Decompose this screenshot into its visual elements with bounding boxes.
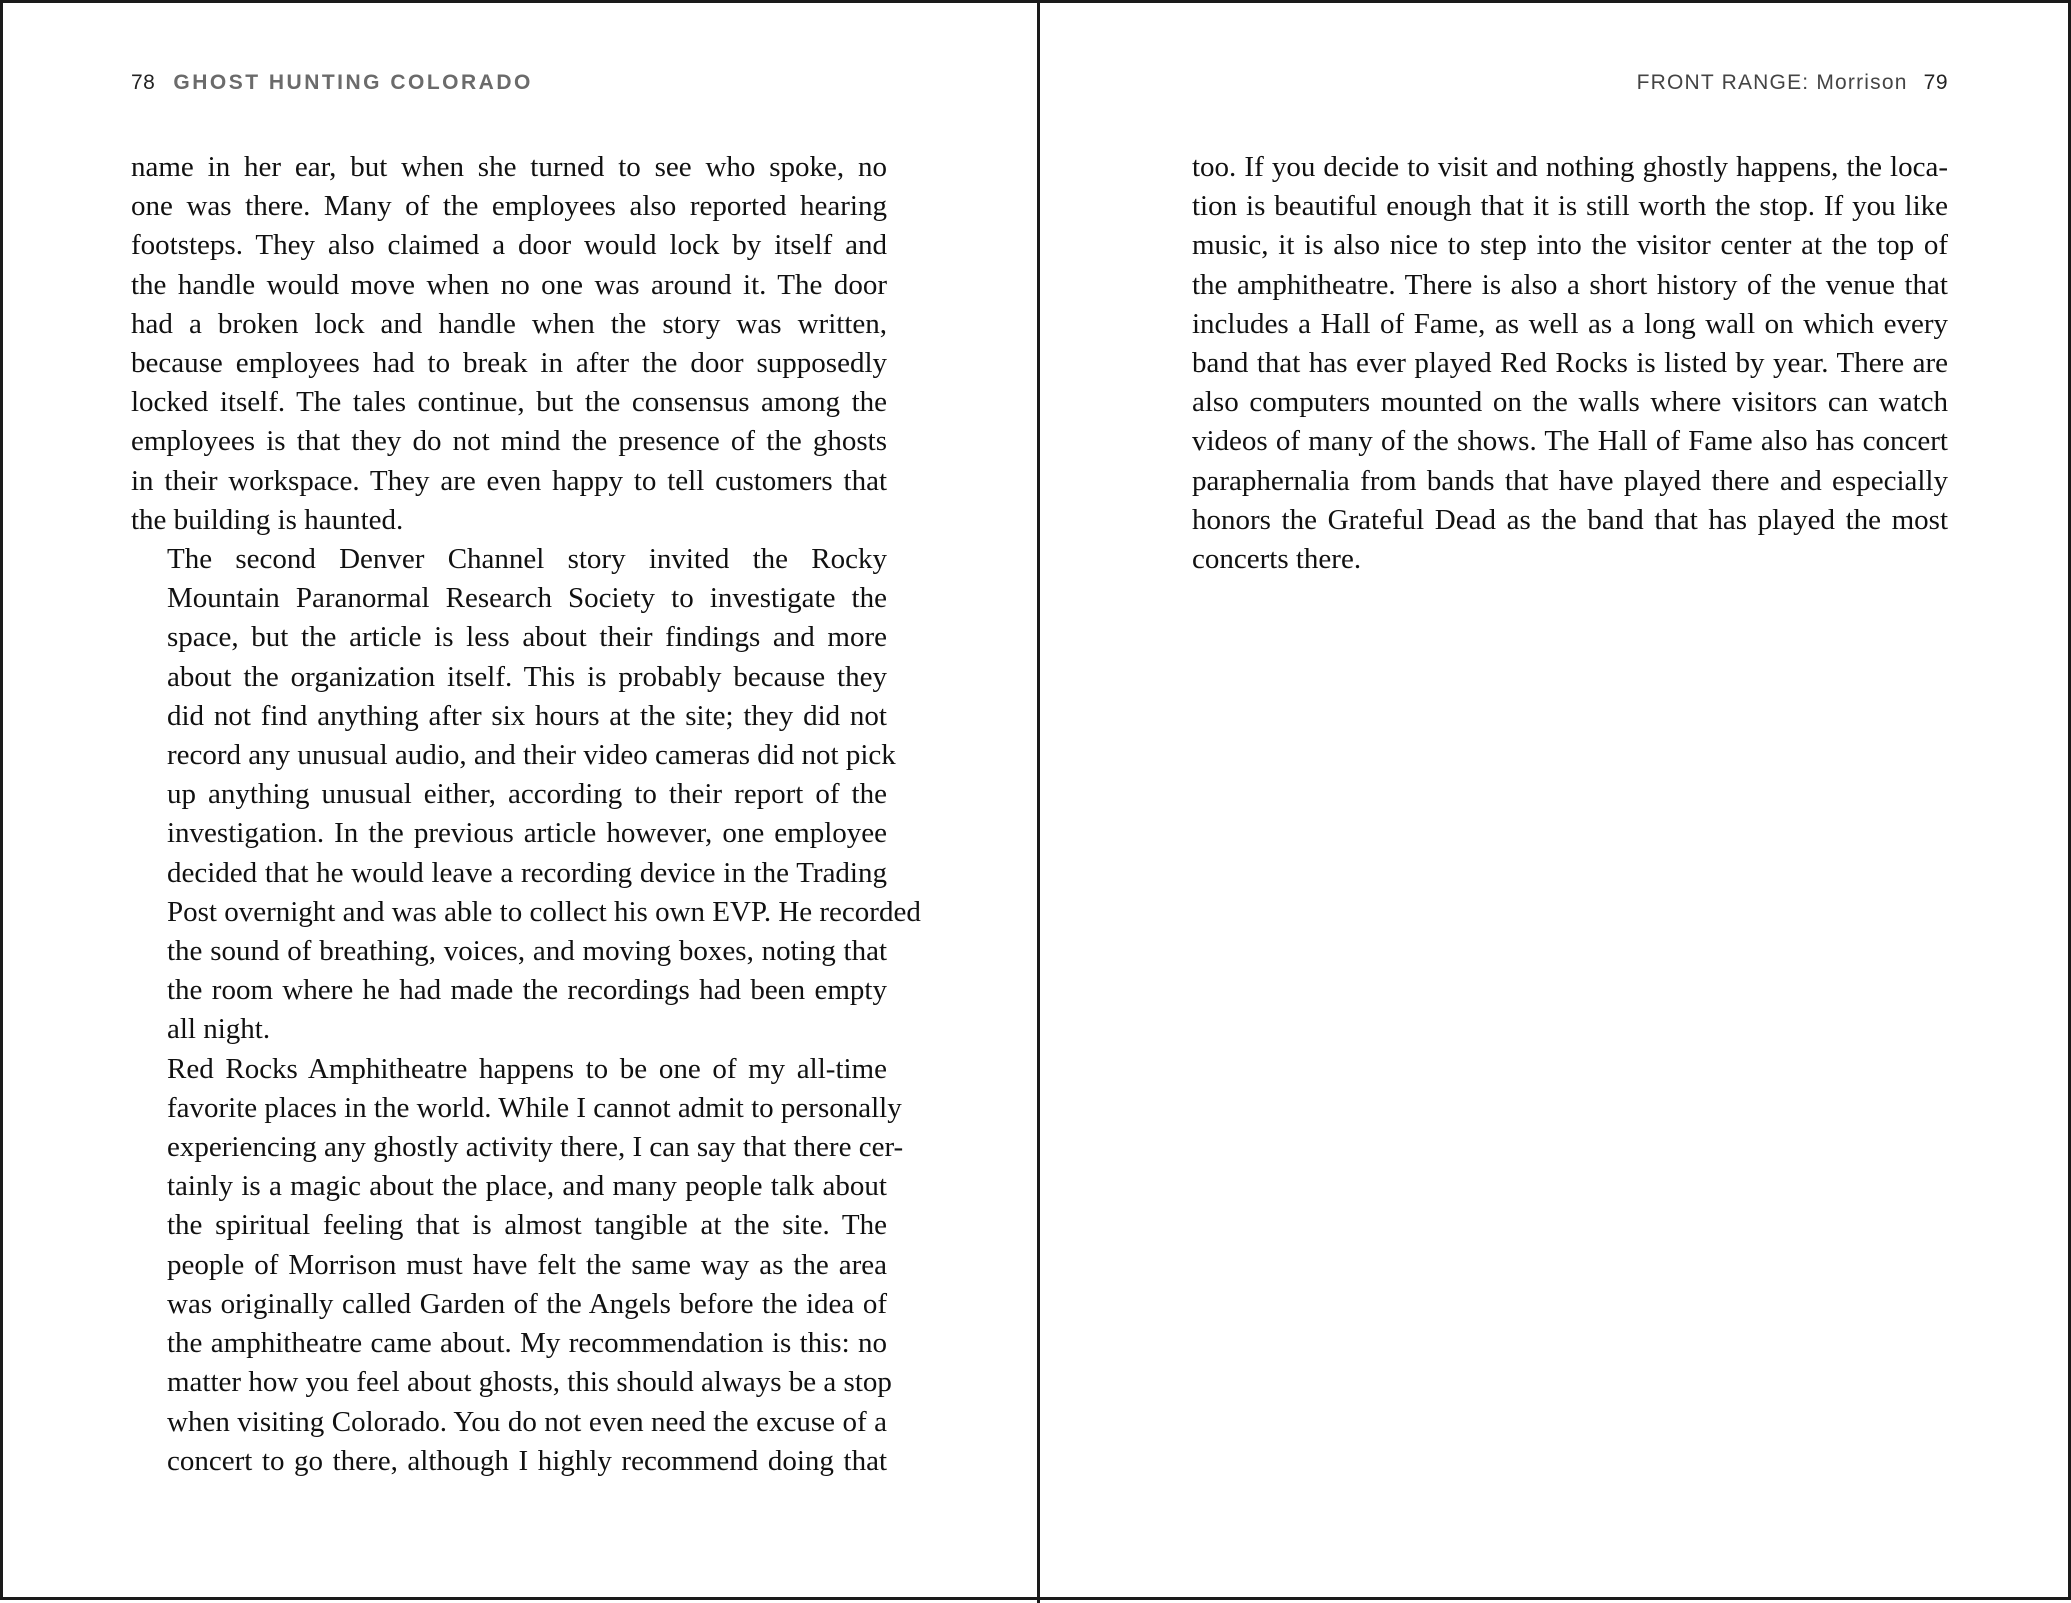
text-line: the handle would move when no one was around it. The door: [131, 268, 887, 301]
text-line: tion is beautiful enough that it is still worth the stop. If you like: [1192, 190, 1948, 223]
text-line: one was there. Many of the employees also reported hearing: [131, 190, 887, 223]
text-line: includes a Hall of Fame, as well as a long wall on which every: [1192, 307, 1948, 340]
text-line: because employees had to break in after the door supposedly: [131, 347, 887, 380]
right-page: [1192, 3, 1948, 1603]
text-line: tainly is a magic about the place, and many people talk about: [167, 1170, 887, 1203]
chapter-section-title: FRONT RANGE: Morrison: [1636, 71, 1908, 94]
right-running-head: [1192, 71, 1948, 105]
paragraph: [131, 540, 921, 1050]
text-line: people of Morrison must have felt the same way as the area: [167, 1248, 887, 1281]
left-page: [131, 3, 921, 1603]
text-line: in their workspace. They are even happy to tell customers that: [131, 464, 887, 497]
text-line: matter how you feel about ghosts, this should always be a stop: [167, 1366, 892, 1399]
text-line: videos of many of the shows. The Hall of Fame also has concert: [1192, 425, 1948, 458]
text-line: favorite places in the world. While I cannot admit to personally: [167, 1091, 902, 1124]
text-line: The second Denver Channel story invited the Rocky: [167, 543, 887, 576]
text-line: honors the Grateful Dead as the band that has played the most: [1192, 503, 1948, 536]
text-line: paraphernalia from bands that have played there and especially: [1192, 464, 1948, 497]
left-running-head: [131, 71, 887, 105]
text-line: Red Rocks Amphitheatre happens to be one of my all-time: [167, 1052, 887, 1085]
book-title: GHOST HUNTING COLORADO: [173, 71, 533, 94]
text-line: the sound of breathing, voices, and moving boxes, noting that: [167, 935, 887, 968]
text-line: had a broken lock and handle when the story was written,: [131, 307, 887, 340]
text-line: space, but the article is less about their findings and more: [167, 621, 887, 654]
left-page-number: 78: [131, 71, 156, 94]
right-page-number: 79: [1923, 71, 1948, 94]
text-line: was originally called Garden of the Angels before the idea of: [167, 1287, 887, 1320]
text-line: too. If you decide to visit and nothing ghostly happens, the loca-: [1192, 151, 1948, 183]
text-line: music, it is also nice to step into the visitor center at the top of: [1192, 229, 1948, 262]
paragraph: [131, 148, 887, 540]
text-line: the spiritual feeling that is almost tangible at the site. The: [167, 1209, 887, 1242]
text-line: employees is that they do not mind the presence of the ghosts: [131, 425, 887, 458]
text-line: up anything unusual either, according to their report of the: [167, 778, 887, 811]
text-line: band that has ever played Red Rocks is listed by year. There are: [1192, 347, 1948, 380]
text-line: decided that he would leave a recording device in the Trading: [167, 856, 887, 889]
text-line: the amphitheatre. There is also a short history of the venue that: [1192, 268, 1948, 301]
right-body-text: [1192, 148, 1948, 579]
text-line: the building is haunted.: [131, 503, 404, 536]
text-line: footsteps. They also claimed a door would lock by itself and: [131, 229, 887, 262]
text-line: about the organization itself. This is probably because they: [167, 660, 887, 693]
text-line: the amphitheatre came about. My recommendation is this: no: [167, 1327, 887, 1360]
text-line: when visiting Colorado. You do not even need the excuse of a: [167, 1405, 887, 1438]
text-line: did not find anything after six hours at the site; they did not: [167, 699, 887, 732]
paragraph: [1192, 148, 1948, 579]
text-line: record any unusual audio, and their video cameras did not pick: [167, 739, 896, 772]
text-line: concerts there.: [1192, 543, 1362, 576]
text-line: all night.: [167, 1013, 271, 1046]
text-line: concert to go there, although I highly recommend doing that: [167, 1444, 887, 1477]
text-line: locked itself. The tales continue, but the consensus among the: [131, 386, 887, 419]
left-body-text: [131, 148, 921, 1481]
text-line: Post overnight and was able to collect his own EVP. He recorded: [167, 895, 921, 928]
text-line: also computers mounted on the walls where visitors can watch: [1192, 386, 1948, 419]
text-line: Mountain Paranormal Research Society to investigate the: [167, 582, 887, 615]
text-line: the room where he had made the recordings had been empty: [167, 974, 887, 1007]
text-line: investigation. In the previous article however, one employee: [167, 817, 887, 850]
page-gutter-divider: [1037, 3, 1040, 1603]
paragraph: [131, 1050, 904, 1481]
text-line: name in her ear, but when she turned to see who spoke, no: [131, 151, 887, 183]
text-line: experiencing any ghostly activity there, I can say that there cer-: [167, 1131, 904, 1164]
